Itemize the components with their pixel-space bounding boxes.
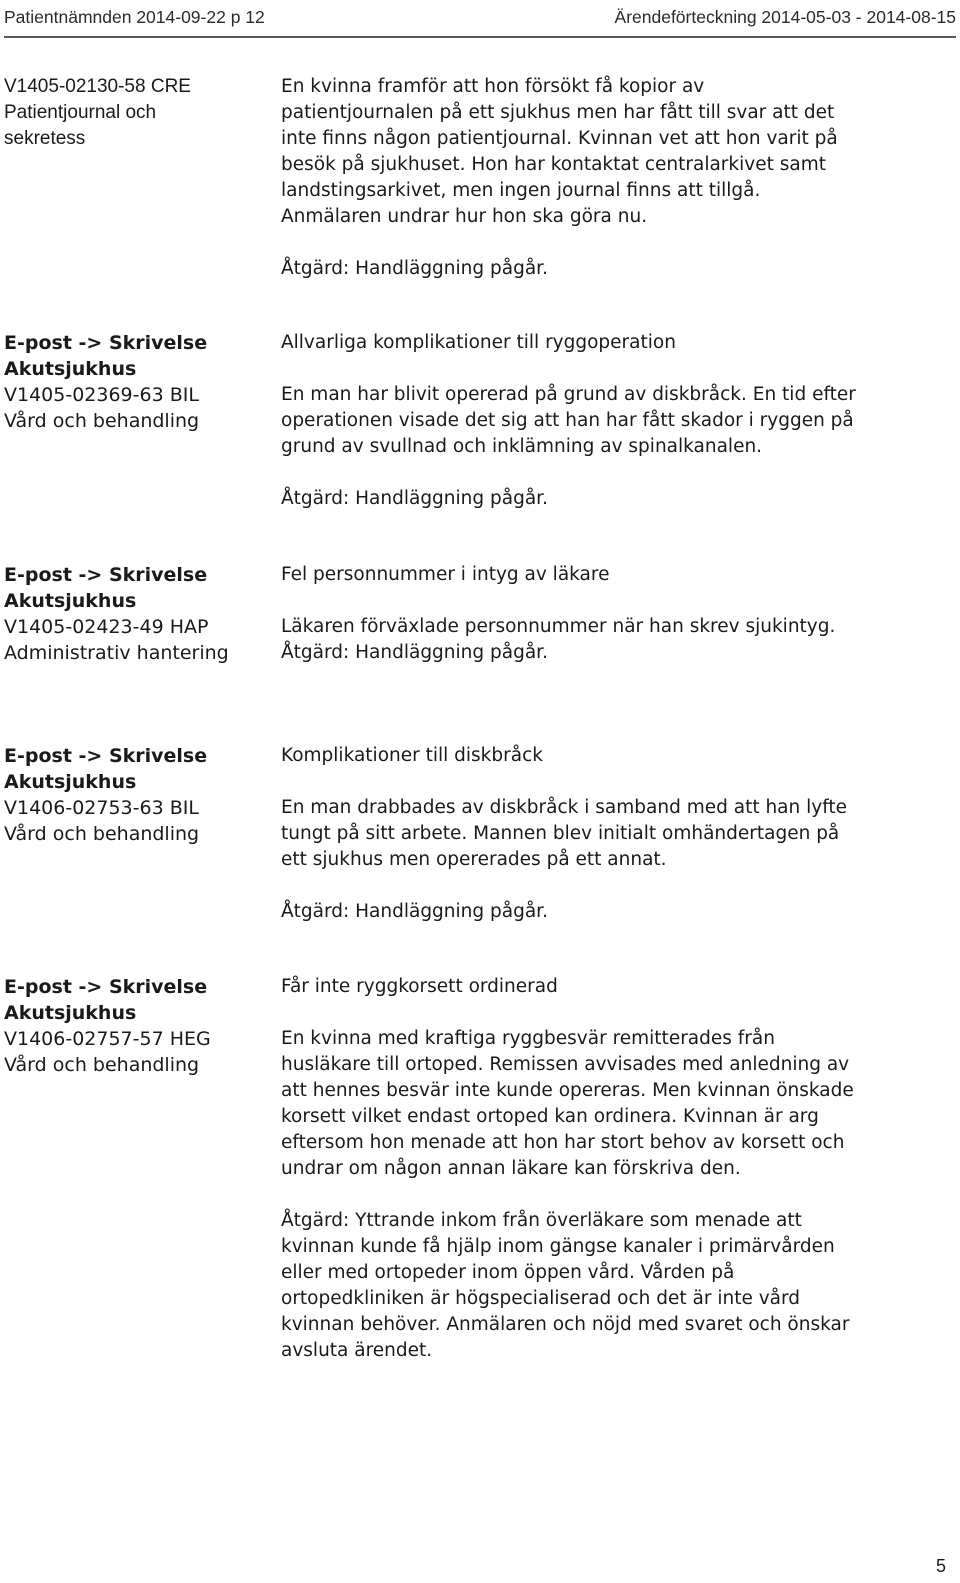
case-body-line: att hennes besvär inte kunde opereras. Men kvinnan önskade	[281, 1080, 854, 1101]
case-description	[281, 330, 951, 512]
case-category: Administrativ hantering	[4, 642, 229, 664]
case-category: Vård och behandling	[4, 1054, 200, 1076]
case-body-line: operationen visade det sig att han har fått skador i ryggen på	[281, 410, 854, 431]
case-description	[281, 562, 951, 666]
case-title: Fel personnummer i intyg av läkare	[281, 564, 610, 585]
case-body-line: besök på sjukhuset. Hon har kontaktat centralarkivet samt	[281, 154, 826, 175]
case-meta	[4, 562, 254, 666]
case-action: kvinnan behöver. Anmälaren och nöjd med svaret och önskar	[281, 1314, 850, 1335]
case-body-line: Läkaren förväxlade personnummer när han skrev sjukintyg.	[281, 616, 836, 637]
page-number: 5	[935, 1556, 946, 1576]
case-body-line: eftersom hon menade att hon har stort behov av korsett och	[281, 1132, 845, 1153]
case-body-line: inte finns någon patientjournal. Kvinnan vet att hon varit på	[281, 128, 838, 149]
case-action: Åtgärd: Handläggning pågår.	[281, 488, 548, 509]
case-number: V1406-02753-63 BIL	[4, 797, 199, 819]
case-body-line: En man drabbades av diskbråck i samband med att han lyfte	[281, 797, 848, 818]
case-description	[281, 974, 951, 1364]
case-channel: E-post -> Skrivelse	[4, 745, 208, 767]
case-number: V1405-02423-49 HAP	[4, 616, 209, 638]
case-body-line: En kvinna med kraftiga ryggbesvär remitterades från	[281, 1028, 775, 1049]
case-action: ortopedkliniken är högspecialiserad och det är inte vård	[281, 1288, 801, 1309]
case-action: Åtgärd: Handläggning pågår.	[281, 901, 548, 922]
case-action: Åtgärd: Yttrande inkom från överläkare som menade att	[281, 1210, 802, 1231]
case-title: Allvarliga komplikationer till ryggoperation	[281, 332, 676, 353]
case-number: V1405-02130-58 CRE	[4, 76, 191, 97]
header-title: Patientnämnden 2014-09-22 p 12	[4, 7, 265, 27]
case-body-line: grund av svullnad och inklämning av spinalkanalen.	[281, 436, 763, 457]
case-channel: E-post -> Skrivelse	[4, 332, 208, 354]
case-action: kvinnan kunde få hjälp inom gängse kanaler i primärvården	[281, 1236, 835, 1257]
case-category: Vård och behandling	[4, 823, 200, 845]
case-meta	[4, 74, 254, 152]
case-body-line: korsett vilket endast ortoped kan ordinera. Kvinnan är arg	[281, 1106, 819, 1127]
case-category: sekretess	[4, 128, 86, 149]
page-header	[4, 4, 956, 38]
case-number: V1406-02757-57 HEG	[4, 1028, 211, 1050]
case-body-line: En man har blivit opererad på grund av diskbråck. En tid efter	[281, 384, 856, 405]
case-body-line: landstingsarkivet, men ingen journal finns att tillgå.	[281, 180, 761, 201]
case-action: eller med ortopeder inom öppen vård. Vården på	[281, 1262, 735, 1283]
case-unit: Akutsjukhus	[4, 1002, 137, 1024]
case-body-line: patientjournalen på ett sjukhus men har fått till svar att det	[281, 102, 835, 123]
case-body-line: husläkare till ortoped. Remissen avvisades med anledning av	[281, 1054, 850, 1075]
case-action: Åtgärd: Handläggning pågår.	[281, 642, 548, 663]
case-category: Patientjournal och	[4, 102, 157, 123]
case-meta	[4, 743, 254, 847]
case-body-line: Anmälaren undrar hur hon ska göra nu.	[281, 206, 648, 227]
case-unit: Akutsjukhus	[4, 771, 137, 793]
case-description	[281, 74, 951, 282]
case-body-line: En kvinna framför att hon försökt få kopior av	[281, 76, 705, 97]
case-title: Komplikationer till diskbråck	[281, 745, 543, 766]
header-register-period: Ärendeförteckning 2014-05-03 - 2014-08-15	[614, 7, 956, 27]
case-unit: Akutsjukhus	[4, 590, 137, 612]
case-body-line: tungt på sitt arbete. Mannen blev initialt omhändertagen på	[281, 823, 840, 844]
case-category: Vård och behandling	[4, 410, 200, 432]
case-channel: E-post -> Skrivelse	[4, 976, 208, 998]
case-title: Får inte ryggkorsett ordinerad	[281, 976, 558, 997]
case-channel: E-post -> Skrivelse	[4, 564, 208, 586]
case-meta	[4, 330, 254, 434]
case-meta	[4, 974, 254, 1078]
case-body-line: undrar om någon annan läkare kan förskriva den.	[281, 1158, 741, 1179]
case-action: avsluta ärendet.	[281, 1340, 433, 1361]
case-description	[281, 743, 951, 925]
case-body-line: ett sjukhus men opererades på ett annat.	[281, 849, 667, 870]
case-action: Åtgärd: Handläggning pågår.	[281, 258, 548, 279]
case-number: V1405-02369-63 BIL	[4, 384, 199, 406]
case-unit: Akutsjukhus	[4, 358, 137, 380]
